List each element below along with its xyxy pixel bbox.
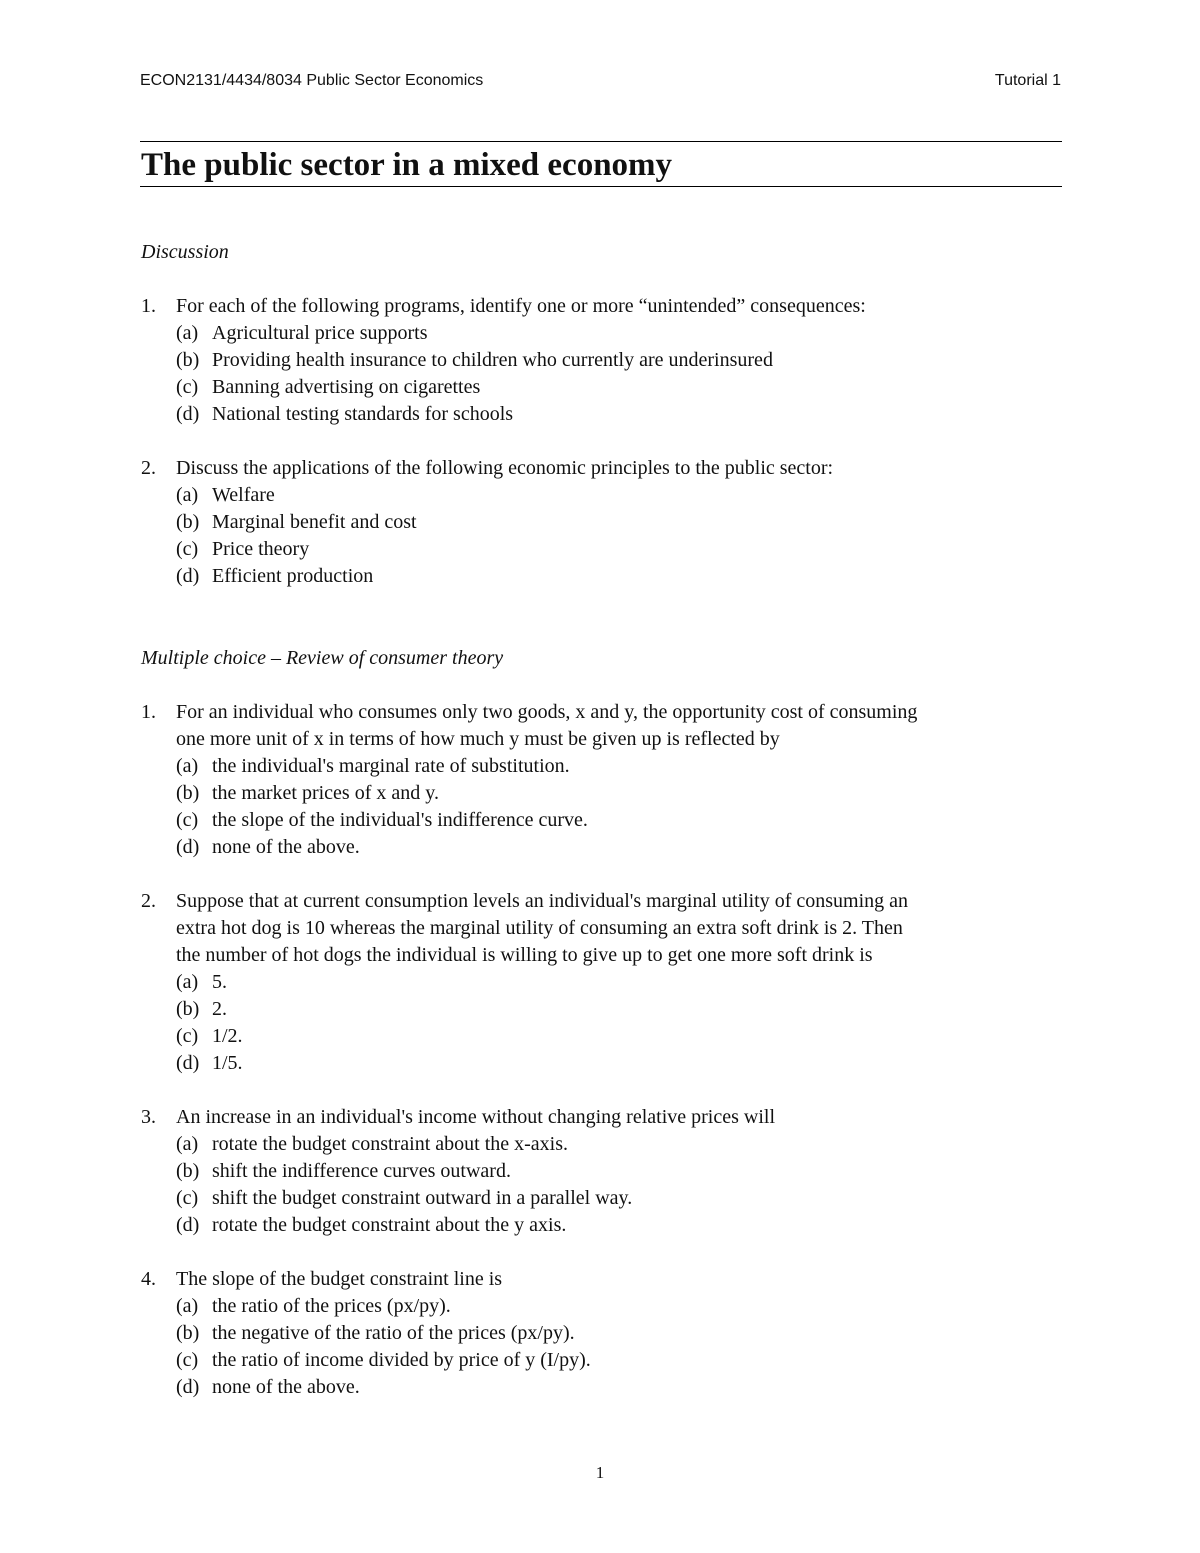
option-label: (d)	[176, 836, 200, 858]
option-text: National testing standards for schools	[212, 403, 514, 425]
title-rule-top	[140, 141, 1062, 142]
option-label: (c)	[176, 1187, 199, 1209]
option-label: (a)	[176, 971, 199, 993]
option-c	[141, 807, 1066, 834]
question-text-continued: one more unit of x in terms of how much y must be given up is reflected by	[176, 728, 780, 750]
option-text: the negative of the ratio of the prices (px/py).	[212, 1322, 575, 1344]
option-b	[141, 509, 1066, 536]
option-b	[141, 996, 1066, 1023]
option-label: (d)	[176, 1214, 200, 1236]
question-text: An increase in an individual's income without changing relative prices will	[176, 1106, 775, 1128]
option-text: Providing health insurance to children who currently are underinsured	[212, 349, 773, 371]
question-text-continued: the number of hot dogs the individual is willing to give up to get one more soft drink is	[176, 944, 873, 966]
mc-question-2	[141, 888, 1066, 1077]
option-text: none of the above.	[212, 836, 360, 858]
option-a	[141, 1131, 1066, 1158]
question-number: 1.	[141, 701, 156, 723]
question-text: The slope of the budget constraint line is	[176, 1268, 503, 1290]
option-label: (b)	[176, 782, 200, 804]
option-text: Efficient production	[212, 565, 374, 587]
page-title: The public sector in a mixed economy	[141, 147, 673, 183]
option-label: (b)	[176, 349, 200, 371]
question-line	[141, 699, 1066, 726]
option-text: rotate the budget constraint about the y axis.	[212, 1214, 567, 1236]
option-label: (d)	[176, 565, 200, 587]
option-a	[141, 482, 1066, 509]
option-d	[141, 1050, 1066, 1077]
option-c	[141, 374, 1066, 401]
option-text: Price theory	[212, 538, 310, 560]
question-line	[141, 293, 1066, 320]
option-text: none of the above.	[212, 1376, 360, 1398]
option-text: Marginal benefit and cost	[212, 511, 417, 533]
mc-question-3	[141, 1104, 1066, 1239]
page-number: 1	[595, 1463, 605, 1482]
option-label: (d)	[176, 403, 200, 425]
question-number: 1.	[141, 295, 156, 317]
question-line	[141, 455, 1066, 482]
option-a	[141, 753, 1066, 780]
option-label: (d)	[176, 1052, 200, 1074]
option-a	[141, 320, 1066, 347]
question-number: 2.	[141, 457, 156, 479]
question-line	[141, 888, 1066, 915]
option-a	[141, 1293, 1066, 1320]
question-text: For each of the following programs, identify one or more “unintended” consequences:	[176, 295, 866, 317]
option-text: the ratio of the prices (px/py).	[212, 1295, 451, 1317]
question-line	[141, 1104, 1066, 1131]
option-d	[141, 834, 1066, 861]
option-label: (a)	[176, 322, 199, 344]
option-text: 1/2.	[212, 1025, 243, 1047]
mc-question-1	[141, 699, 1066, 861]
option-label: (c)	[176, 1025, 199, 1047]
running-header	[140, 72, 1061, 98]
option-text: shift the indifference curves outward.	[212, 1160, 511, 1182]
option-label: (b)	[176, 511, 200, 533]
discussion-heading: Discussion	[141, 241, 229, 263]
discussion-question-2	[141, 455, 1066, 590]
option-label: (a)	[176, 1295, 199, 1317]
option-text: the individual's marginal rate of substitution.	[212, 755, 570, 777]
option-b	[141, 780, 1066, 807]
question-number: 3.	[141, 1106, 156, 1128]
option-c	[141, 1347, 1066, 1374]
option-text: the ratio of income divided by price of y (I/py).	[212, 1349, 591, 1371]
option-text: Agricultural price supports	[212, 322, 428, 344]
option-text: 2.	[212, 998, 227, 1020]
question-number: 2.	[141, 890, 156, 912]
option-label: (c)	[176, 376, 199, 398]
option-label: (c)	[176, 809, 199, 831]
option-c	[141, 1185, 1066, 1212]
option-d	[141, 1374, 1066, 1401]
question-number: 4.	[141, 1268, 156, 1290]
question-text: For an individual who consumes only two goods, x and y, the opportunity cost of consuming	[176, 701, 918, 723]
question-text-continued: extra hot dog is 10 whereas the marginal utility of consuming an extra soft drink is 2. Then	[176, 917, 903, 939]
multiple-choice-heading: Multiple choice – Review of consumer theory	[141, 647, 504, 669]
question-line	[141, 1266, 1066, 1293]
option-label: (a)	[176, 484, 199, 506]
option-text: the market prices of x and y.	[212, 782, 439, 804]
option-c	[141, 536, 1066, 563]
option-d	[141, 563, 1066, 590]
course-name: ECON2131/4434/8034 Public Sector Economics	[140, 72, 484, 89]
option-label: (d)	[176, 1376, 200, 1398]
option-label: (c)	[176, 538, 199, 560]
option-text: rotate the budget constraint about the x-axis.	[212, 1133, 569, 1155]
title-rule-bottom	[140, 186, 1062, 187]
option-text: shift the budget constraint outward in a parallel way.	[212, 1187, 633, 1209]
option-d	[141, 401, 1066, 428]
option-label: (a)	[176, 755, 199, 777]
option-b	[141, 347, 1066, 374]
mc-question-4	[141, 1266, 1066, 1401]
option-label: (b)	[176, 1322, 200, 1344]
option-label: (b)	[176, 998, 200, 1020]
option-c	[141, 1023, 1066, 1050]
tutorial-label: Tutorial 1	[994, 72, 1061, 89]
option-label: (c)	[176, 1349, 199, 1371]
option-text: 5.	[212, 971, 227, 993]
option-text: 1/5.	[212, 1052, 243, 1074]
option-b	[141, 1158, 1066, 1185]
option-d	[141, 1212, 1066, 1239]
option-a	[141, 969, 1066, 996]
option-text: the slope of the individual's indifference curve.	[212, 809, 588, 831]
question-text: Discuss the applications of the following economic principles to the public sector:	[176, 457, 834, 479]
option-text: Banning advertising on cigarettes	[212, 376, 481, 398]
option-text: Welfare	[212, 484, 275, 506]
option-b	[141, 1320, 1066, 1347]
option-label: (b)	[176, 1160, 200, 1182]
option-label: (a)	[176, 1133, 199, 1155]
question-text: Suppose that at current consumption levels an individual's marginal utility of consuming an	[176, 890, 909, 912]
discussion-question-1	[141, 293, 1066, 428]
